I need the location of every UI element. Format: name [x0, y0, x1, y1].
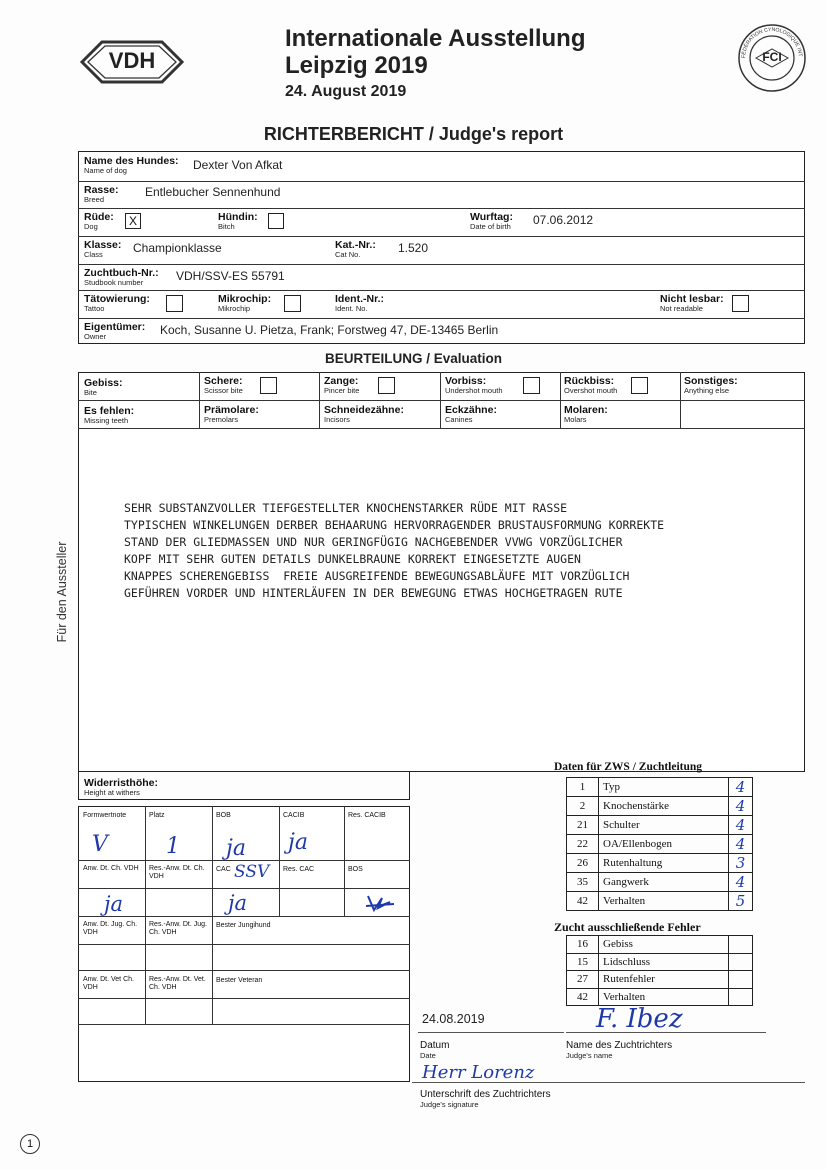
fci-logo	[736, 22, 808, 94]
evaluation-text	[124, 500, 664, 602]
fci-ring-text: FÉDÉRATION CYNOLOGIQUE INT	[740, 26, 803, 59]
tattoo-label: Tätowierung: Tattoo	[84, 293, 150, 313]
tattoo-checkbox[interactable]	[166, 295, 183, 312]
zws-row	[567, 797, 753, 816]
res-anw-jug-header: Res.-Anw. Dt. Jug. Ch. VDH	[149, 921, 207, 936]
grade-header: Formwertnote	[83, 812, 127, 819]
cac-extra-value: SSV	[234, 862, 270, 882]
incisors-label: Schneidezähne: Incisors	[324, 404, 404, 424]
footer-date-value: 24.08.2019	[422, 1012, 485, 1026]
fault-row	[567, 953, 753, 971]
faults-table	[566, 935, 753, 1006]
res-anw-ch-header: Res.-Anw. Dt. Ch. VDH	[149, 865, 205, 880]
fault-row	[567, 988, 753, 1006]
cac-value: ja	[228, 891, 248, 915]
male-label: Rüde: Dog	[84, 211, 114, 231]
res-anw-vet-header: Res.-Anw. Dt. Vet. Ch. VDH	[149, 976, 206, 991]
zws-row	[567, 816, 753, 835]
zws-row	[567, 778, 753, 797]
zws-trait: Knochenstärke	[599, 797, 729, 816]
zws-num: 21	[567, 816, 599, 835]
evaluation-line-4: KOPF MIT SEHR GUTEN DETAILS DUNKELBRAUNE KORREKT EINGESETZTE AUGEN	[124, 552, 581, 566]
not-readable-label: Nicht lesbar: Not readable	[660, 293, 724, 313]
undershot-label: Vorbiss: Undershot mouth	[445, 375, 503, 395]
zws-score[interactable]: 3	[729, 854, 753, 873]
anw-vet-header: Anw. Dt. Vet Ch. VDH	[83, 976, 134, 991]
dob-value: 07.06.2012	[533, 213, 594, 227]
place-value: 1	[166, 834, 180, 859]
undershot-checkbox[interactable]	[523, 377, 540, 394]
pincer-label: Zange: Pincer bite	[324, 375, 360, 395]
fault-row	[567, 936, 753, 954]
fault-checkbox[interactable]	[729, 988, 753, 1006]
zws-num: 22	[567, 835, 599, 854]
event-date: 24. August 2019	[285, 83, 407, 100]
withers-label: Widerristhöhe: Height at withers	[84, 777, 158, 797]
vdh-logo-text: VDH	[108, 48, 156, 73]
chip-label: Mikrochip: Mikrochip	[218, 293, 272, 313]
zws-row	[567, 835, 753, 854]
ident-label: Ident.-Nr.: Ident. No.	[335, 293, 384, 313]
zws-score[interactable]: 4	[729, 816, 753, 835]
grade-value: V	[92, 832, 108, 857]
judge-name-label: Name des Zuchtrichters Judge's name	[566, 1040, 673, 1060]
zws-trait: Schulter	[599, 816, 729, 835]
evaluation-line-2: TYPISCHEN WINKELUNGEN DERBER BEHAARUNG HERVORRAGENDER BRUSTAUSFORMUNG KORREKTE	[124, 518, 665, 532]
cacib-header: CACIB	[283, 812, 305, 819]
anw-jug-header: Anw. Dt. Jug. Ch. VDH	[83, 921, 138, 936]
not-readable-checkbox[interactable]	[732, 295, 749, 312]
owner-value: Koch, Susanne U. Pietza, Frank; Forstweg 47, DE-13465 Berlin	[160, 323, 499, 337]
faults-title: Zucht ausschließende Fehler	[554, 920, 701, 934]
class-value: Championklasse	[133, 241, 222, 255]
cacib-value: ja	[288, 830, 308, 855]
fault-name: Lidschluss	[599, 953, 729, 971]
page-number: 1	[20, 1134, 40, 1154]
fault-checkbox[interactable]	[729, 953, 753, 971]
dog-name-value: Dexter Von Afkat	[193, 158, 283, 172]
cac-header: CAC	[216, 866, 231, 873]
studbook-label: Zuchtbuch-Nr.: Studbook number	[84, 267, 159, 287]
place-header: Platz	[149, 812, 165, 819]
cat-label: Kat.-Nr.: Cat No.	[335, 239, 376, 259]
overshot-checkbox[interactable]	[631, 377, 648, 394]
dog-name-label: Name des Hundes: Name of dog	[84, 155, 179, 175]
premolars-label: Prämolare: Premolars	[204, 404, 259, 424]
vdh-logo	[78, 38, 186, 86]
scissor-checkbox[interactable]	[260, 377, 277, 394]
canines-label: Eckzähne: Canines	[445, 404, 497, 424]
date-label: Datum Date	[420, 1040, 450, 1060]
report-title: RICHTERBERICHT / Judge's report	[263, 124, 564, 144]
class-label: Klasse: Class	[84, 239, 122, 259]
signature-label: Unterschrift des Zuchtrichters Judge's signature	[420, 1089, 551, 1109]
event-title	[285, 25, 585, 103]
zws-score[interactable]: 4	[729, 797, 753, 816]
zws-trait: Gangwerk	[599, 873, 729, 892]
zws-num: 1	[567, 778, 599, 797]
fault-num: 16	[567, 936, 599, 954]
zws-table	[566, 777, 753, 911]
bob-header: BOB	[216, 812, 231, 819]
breed-value: Entlebucher Sennenhund	[145, 185, 281, 199]
anw-ch-header: Anw. Dt. Ch. VDH	[83, 865, 139, 872]
owner-label: Eigentümer: Owner	[84, 321, 146, 341]
cat-value: 1.520	[398, 241, 429, 255]
judge-signature-initials: F. Ibez	[596, 1004, 683, 1034]
fault-checkbox[interactable]	[729, 936, 753, 954]
zws-trait: Typ	[599, 778, 729, 797]
res-cac-header: Res. CAC	[283, 866, 315, 873]
fault-name: Rutenfehler	[599, 971, 729, 989]
judge-handwritten-name: Herr Lorenz	[422, 1062, 535, 1083]
molars-label: Molaren: Molars	[564, 404, 608, 424]
zws-title: Daten für ZWS / Zuchtleitung	[554, 761, 703, 773]
evaluation-title: BEURTEILUNG / Evaluation	[324, 351, 503, 366]
bos-header: BOS	[348, 866, 363, 873]
best-junior-header: Bester Jungihund	[216, 922, 271, 929]
zws-row	[567, 854, 753, 873]
event-title-line2: Leipzig 2019	[285, 52, 428, 79]
pincer-checkbox[interactable]	[378, 377, 395, 394]
zws-trait: OA/Ellenbogen	[599, 835, 729, 854]
res-cacib-header: Res. CACIB	[348, 812, 386, 819]
fault-checkbox[interactable]	[729, 971, 753, 989]
side-label: Für den Aussteller	[55, 541, 69, 643]
overshot-label: Rückbiss: Overshot mouth	[564, 375, 618, 395]
missing-teeth-label: Es fehlen: Missing teeth	[84, 405, 135, 425]
best-veteran-header: Bester Veteran	[216, 977, 263, 984]
female-checkbox[interactable]	[268, 213, 284, 229]
zws-score[interactable]: 4	[729, 778, 753, 797]
zws-row	[567, 892, 753, 911]
evaluation-line-5: KNAPPES SCHERENGEBISS FREIE AUSGREIFENDE BEWEGUNGSABLÄUFE MIT VORZÜGLICH	[124, 569, 630, 583]
evaluation-line-6: GEFÜHREN VORDER UND HINTERLÄUFEN IN DER BEWEGUNG ETWAS HOCHGETRAGEN RUTE	[124, 586, 623, 600]
dob-label: Wurftag: Date of birth	[470, 211, 513, 231]
fci-logo-text: FCI	[762, 50, 782, 64]
fault-num: 27	[567, 971, 599, 989]
bob-value: ja	[226, 836, 246, 861]
other-label: Sonstiges: Anything else	[684, 375, 738, 395]
fault-num: 15	[567, 953, 599, 971]
zws-num: 42	[567, 892, 599, 911]
zws-trait: Rutenhaltung	[599, 854, 729, 873]
zws-row	[567, 873, 753, 892]
zws-score[interactable]: 5	[729, 892, 753, 911]
zws-num: 35	[567, 873, 599, 892]
bite-label: Gebiss: Bite	[84, 377, 123, 397]
event-title-line1: Internationale Ausstellung	[285, 25, 586, 52]
zws-trait: Verhalten	[599, 892, 729, 911]
fault-name: Gebiss	[599, 936, 729, 954]
evaluation-line-1: SEHR SUBSTANZVOLLER TIEFGESTELLTER KNOCHENSTARKER RÜDE MIT RASSE	[124, 501, 568, 515]
studbook-value: VDH/SSV-ES 55791	[176, 269, 285, 283]
male-checkbox[interactable]: X	[125, 213, 141, 229]
chip-checkbox[interactable]	[284, 295, 301, 312]
bos-scribble-icon	[360, 892, 400, 916]
fault-num: 42	[567, 988, 599, 1006]
scissor-label: Schere: Scissor bite	[204, 375, 243, 395]
zws-num: 26	[567, 854, 599, 873]
zws-num: 2	[567, 797, 599, 816]
fault-row	[567, 971, 753, 989]
fault-name: Verhalten	[599, 988, 729, 1006]
zws-score[interactable]: 4	[729, 835, 753, 854]
female-label: Hündin: Bitch	[218, 211, 258, 231]
breed-label: Rasse: Breed	[84, 184, 119, 204]
evaluation-line-3: STAND DER GLIEDMASSEN UND NUR GERINGFÜGIG NACHGEBENDER VVWG VORZÜGLICHER	[124, 535, 623, 549]
anw-ch-value: ja	[104, 892, 124, 916]
zws-score[interactable]: 4	[729, 873, 753, 892]
